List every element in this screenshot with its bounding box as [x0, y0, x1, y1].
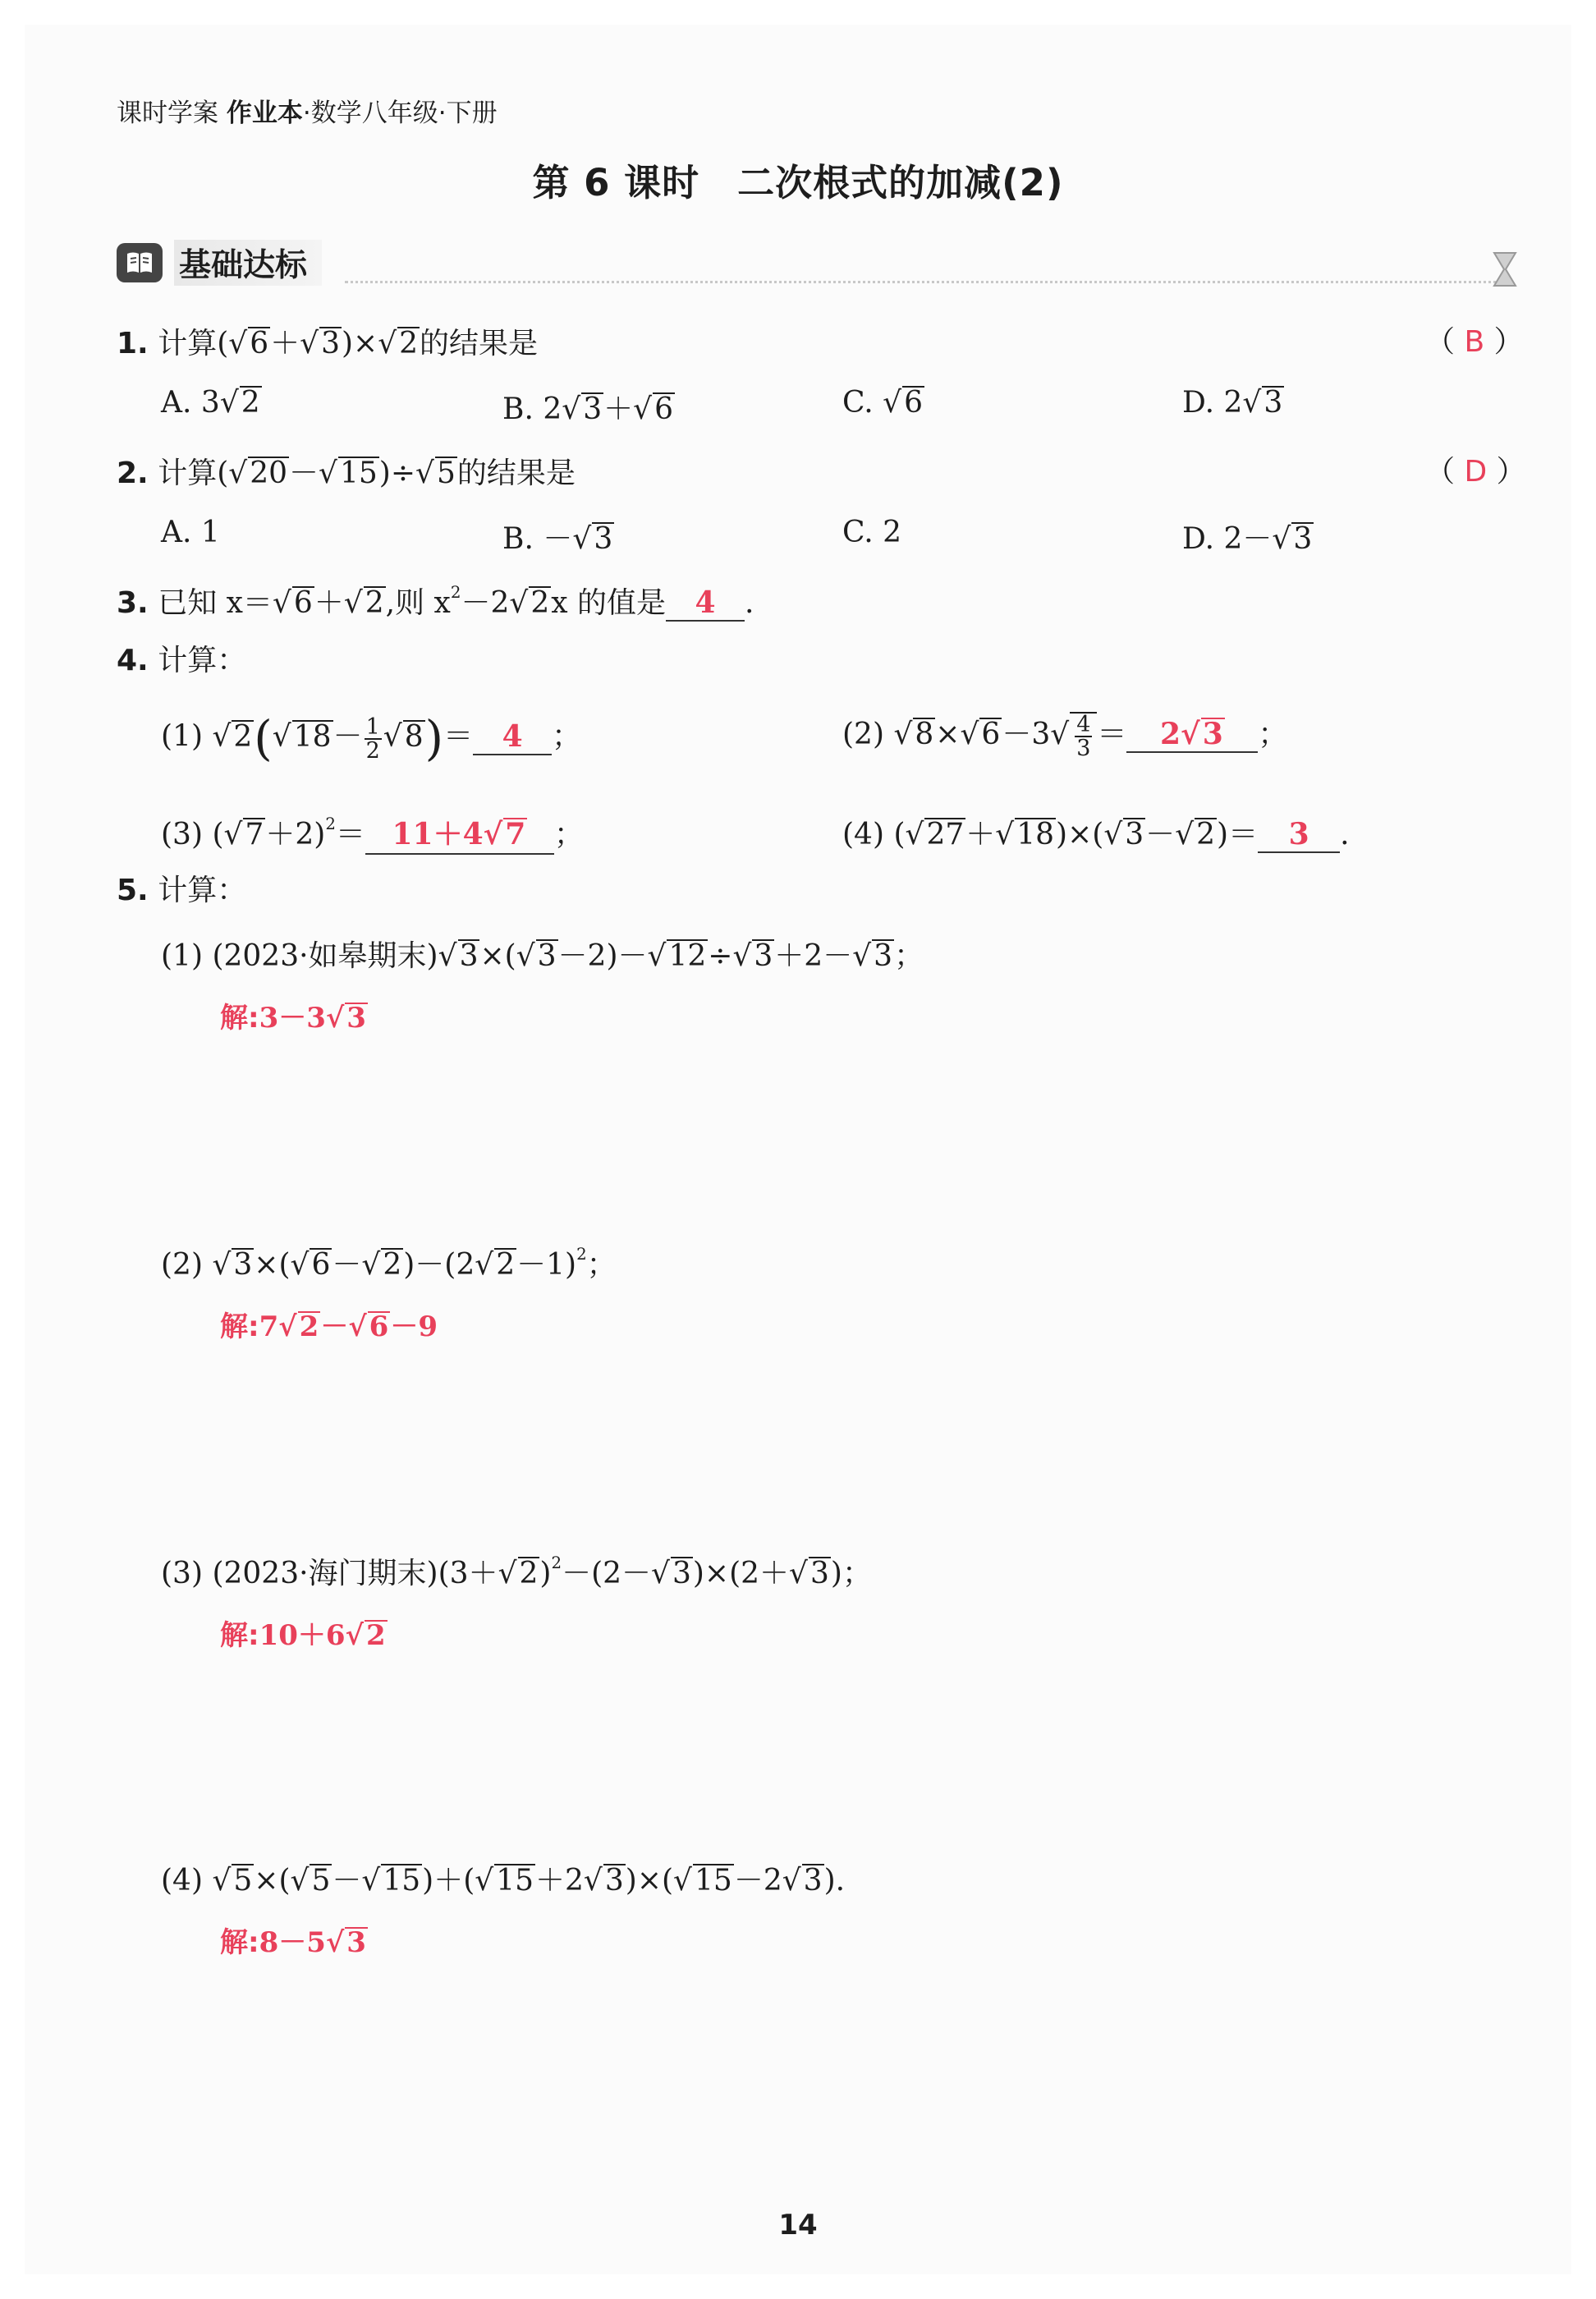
radicand: 7: [245, 818, 264, 851]
solution-label: 解:: [220, 1310, 259, 1343]
q3-answer-blank: 4: [666, 585, 745, 622]
part-label: (3): [161, 818, 203, 851]
q2-text: 的结果是: [456, 457, 576, 490]
radicand: 2: [365, 1619, 386, 1652]
part-text: ；: [586, 1248, 617, 1282]
q5-part-1: (1) (2023·如皋期末)√3×(√3－2)－√12÷√3＋2－√3；: [161, 939, 924, 973]
part-text: ×: [935, 718, 961, 751]
option-label: A.: [161, 386, 192, 420]
part-text: ；: [552, 719, 582, 754]
part-text: ＋2): [265, 818, 326, 851]
part-text: ): [539, 1557, 552, 1590]
solution-text: 3－3: [259, 1002, 326, 1035]
q2-option-c: [842, 516, 901, 549]
part-text: ＋2: [535, 1864, 584, 1897]
numerator: 1: [365, 714, 380, 740]
radicand: 3: [583, 392, 603, 426]
q2-option-a: [161, 516, 220, 549]
header-suffix: ·数学八年级·下册: [302, 99, 498, 128]
part-text: )＋(: [422, 1864, 475, 1897]
radicand: 15: [383, 1864, 421, 1897]
q1-text: )×: [341, 327, 378, 360]
option-text: 3: [200, 386, 220, 420]
book-icon: [117, 243, 163, 282]
part-label: (3): [161, 1557, 203, 1590]
part-text: －: [332, 1864, 362, 1897]
radicand: 3: [459, 939, 479, 973]
part-text: ＝: [335, 818, 365, 851]
q1-option-d: D. 2√3: [1182, 386, 1283, 420]
option-text: 2－: [1223, 522, 1273, 556]
solution-text: 8－5: [259, 1926, 326, 1959]
part-text: ＋: [965, 818, 996, 851]
question-2: 2. 计算(√20－√15)÷√5的结果是: [117, 457, 576, 490]
part-text: (3＋: [438, 1557, 498, 1590]
exponent: 2: [450, 583, 461, 603]
q1-option-c: C. √6: [842, 386, 924, 420]
section-title: 基础达标: [174, 240, 322, 286]
part-text: )×(2＋: [692, 1557, 790, 1590]
q3-text: .: [744, 586, 754, 620]
part-text: .: [1340, 818, 1350, 851]
q4-p4-answer-blank: 3: [1258, 817, 1340, 853]
question-number: 1.: [117, 327, 149, 360]
radicand: 2: [233, 719, 253, 754]
radicand: 20: [250, 457, 287, 490]
lesson-title: 第 6 课时 二次根式的加减(2): [532, 161, 1064, 204]
radicand: 6: [311, 1248, 331, 1282]
part-text: －3: [1002, 718, 1051, 751]
option-label: B.: [502, 522, 534, 556]
question-number: 4.: [117, 644, 149, 677]
radicand: 3: [810, 1557, 829, 1590]
part-text: (: [893, 818, 906, 851]
radicand: 3: [1264, 386, 1283, 420]
part-text: －: [332, 719, 363, 754]
answer-text: 2: [1159, 717, 1181, 751]
part-text: (: [212, 818, 224, 851]
q2-answer-bracket: （ D ）: [1425, 455, 1526, 489]
radicand: 3: [672, 1557, 691, 1590]
q5-p2-solution: 解:7√2－√6－9: [220, 1310, 438, 1343]
radicand: 15: [339, 457, 378, 490]
radicand: 18: [1016, 818, 1055, 851]
q2-answer: D: [1464, 455, 1488, 489]
question-number: 2.: [117, 457, 149, 490]
option-text: 2: [543, 392, 562, 426]
q1-text: ＋: [270, 327, 300, 360]
radicand: 2: [299, 1310, 319, 1343]
q1-text: 的结果是: [420, 327, 539, 360]
radicand: 7: [505, 817, 526, 851]
q4-part-2: (2) √8×√6－3√ $\frac{4}{3}$ ＝ 2√3 ；: [842, 712, 1288, 761]
answer-text: 11＋4: [392, 817, 484, 851]
radicand: 5: [233, 1864, 253, 1897]
part-text: )－(2: [403, 1248, 475, 1282]
radicand: 3: [537, 939, 557, 973]
source-note: (2023·海门期末): [212, 1557, 438, 1590]
option-text: 2: [883, 516, 902, 549]
part-text: ；: [1258, 718, 1288, 751]
q4-p3-answer-blank: 11＋4√7: [365, 811, 554, 855]
radicand: 6: [293, 586, 313, 620]
radicand: 3: [346, 1926, 366, 1959]
part-text: ÷: [708, 939, 733, 973]
radicand: 6: [981, 718, 1001, 751]
radicand: 3: [346, 1002, 366, 1035]
q5-label: 计算：: [158, 874, 247, 907]
radicand: 2: [519, 1557, 539, 1590]
part-text: －: [1145, 818, 1176, 851]
radicand: 27: [926, 818, 965, 851]
solution-label: 解:: [220, 1002, 259, 1035]
radicand: 3: [754, 939, 773, 973]
q1-text: 计算(: [158, 327, 229, 360]
q5-part-2: (2) $√3\times(√6-√2)-(2√2-1)^2$；: [161, 1245, 617, 1282]
radicand: 6: [654, 392, 673, 426]
part-text: ＋2－: [774, 939, 853, 973]
q5-part-3: (3) (2023·海门期末)$(3+√2)^2-(2-√3)\times(2+√3)$；: [161, 1553, 872, 1590]
solution-text: －9: [390, 1310, 438, 1343]
part-text: ；: [894, 939, 924, 973]
radicand: 3: [321, 327, 340, 360]
q3-text: 已知 x＝: [158, 586, 273, 620]
question-4: [117, 637, 246, 679]
part-text: ×(: [254, 1864, 291, 1897]
question-3: 3. 已知 x＝√6＋√2,则 $x^2-2√2x$ 的值是 4 .: [117, 583, 754, 620]
radicand: 2: [383, 1248, 402, 1282]
q3-text: －2: [461, 586, 510, 620]
q2-text: －: [289, 457, 319, 490]
question-1: 1. 计算(√6＋√3)×√2的结果是: [117, 327, 539, 360]
part-label: (4): [161, 1864, 203, 1897]
q1-option-a: A. 3√2: [161, 386, 260, 420]
option-label: C.: [842, 386, 874, 420]
part-text: )；: [830, 1557, 872, 1590]
option-label: D.: [1182, 522, 1215, 556]
q5-p1-solution: 解:3－3√3: [220, 1002, 366, 1035]
header-brand: 作业本: [226, 99, 303, 128]
option-label: B.: [502, 392, 534, 426]
q3-text: ,则 x: [385, 586, 451, 620]
option-label: A.: [161, 516, 192, 549]
radicand: 6: [904, 386, 924, 420]
part-label: (1): [161, 719, 203, 754]
option-text: 2: [1223, 386, 1243, 420]
part-label: (2): [161, 1248, 203, 1282]
part-text: －(2－: [562, 1557, 652, 1590]
radicand: 5: [311, 1864, 331, 1897]
radicand: 8: [915, 718, 934, 751]
q2-text: )÷: [378, 457, 415, 490]
question-5: [117, 867, 246, 909]
option-text: －: [543, 522, 573, 556]
radicand: 3: [594, 522, 613, 556]
part-label: (2): [842, 718, 884, 751]
fraction: [1075, 714, 1092, 759]
q5-p4-solution: 解:8－5√3: [220, 1926, 366, 1959]
solution-text: 7: [259, 1310, 279, 1343]
numerator: 4: [1076, 712, 1091, 737]
option-label: D.: [1182, 386, 1215, 420]
radicand: [1070, 712, 1097, 759]
radicand: 3: [604, 1864, 624, 1897]
radicand: 12: [668, 939, 707, 973]
q4-p1-answer-blank: 4: [473, 719, 552, 755]
q5-p3-solution: 解:10＋6√2: [220, 1619, 386, 1652]
q3-text: ＋: [314, 586, 344, 620]
q4-part-4: (4) (√27＋√18)×(√3－√2)＝ 3 .: [842, 817, 1350, 851]
denominator: 2: [365, 737, 380, 764]
question-number: 3.: [117, 586, 149, 620]
section-heading: [117, 240, 322, 286]
part-text: －2)－: [557, 939, 648, 973]
radicand: 2: [1196, 818, 1216, 851]
part-text: ；: [553, 818, 584, 851]
q4-part-3: (3) $(√7+2)^2= 11+4√7$ ；: [161, 811, 584, 855]
q2-option-d: D. 2－√3: [1182, 522, 1313, 556]
radicand: 15: [695, 1864, 732, 1897]
q5-part-4: (4) √5×(√5－√15)＋(√15＋2√3)×(√15－2√3).: [161, 1864, 846, 1897]
hourglass-icon: [1491, 250, 1519, 292]
book-header: [117, 92, 498, 129]
section-divider: [345, 281, 1502, 283]
radicand: 6: [369, 1310, 389, 1343]
part-label: (1): [161, 939, 203, 973]
part-text: ＝: [1097, 718, 1127, 751]
radicand: 3: [233, 1248, 253, 1282]
q4-label: 计算：: [158, 644, 247, 677]
radicand: 3: [803, 1864, 823, 1897]
solution-label: 解:: [220, 1926, 259, 1959]
solution-text: 10＋6: [259, 1619, 346, 1652]
exponent: 2: [576, 1245, 587, 1264]
radicand: 2: [399, 327, 419, 360]
header-prefix: 课时学案: [117, 99, 227, 128]
radicand: 15: [496, 1864, 534, 1897]
part-text: －1): [516, 1248, 577, 1282]
radicand: 3: [874, 939, 893, 973]
radicand: 6: [250, 327, 269, 360]
solution-text: －: [320, 1310, 349, 1343]
option-label: C.: [842, 516, 874, 549]
part-label: (4): [842, 818, 884, 851]
exponent: 2: [325, 815, 336, 834]
denominator: 3: [1076, 736, 1091, 761]
part-text: )×(: [1056, 818, 1104, 851]
radicand: 18: [293, 719, 332, 754]
q1-option-b: B. 2√3＋√6: [502, 392, 673, 426]
radicand: 2: [365, 586, 384, 620]
q2-text: 计算(: [158, 457, 229, 490]
source-note: (2023·如皋期末): [212, 939, 438, 973]
q4-p2-answer-blank: 2√3: [1126, 717, 1258, 753]
q4-part-1: (1) √2(√18－ $\frac{1}{2}$ √8)＝ 4 ；: [161, 711, 582, 766]
radicand: 2: [530, 586, 550, 620]
page-number: 14: [778, 2209, 818, 2242]
option-text: 1: [200, 516, 220, 549]
exponent: 2: [551, 1553, 562, 1573]
solution-label: 解:: [220, 1619, 259, 1652]
question-number: 5.: [117, 874, 149, 907]
radicand: 8: [404, 719, 424, 754]
q3-text: x 的值是: [551, 586, 666, 620]
part-text: )＝: [1217, 818, 1259, 851]
q2-option-b: B. －√3: [502, 522, 613, 556]
q1-answer: B: [1464, 325, 1485, 359]
radicand: 5: [436, 457, 456, 490]
radicand: 3: [1125, 818, 1144, 851]
radicand: 2: [496, 1248, 516, 1282]
part-text: )×(: [625, 1864, 674, 1897]
fraction: [365, 716, 382, 762]
radicand: 2: [241, 386, 260, 420]
part-text: ×(: [479, 939, 516, 973]
part-text: ＝: [443, 719, 474, 754]
part-text: ).: [823, 1864, 846, 1897]
q1-answer-bracket: （ B ）: [1425, 325, 1524, 359]
radicand: 3: [1202, 717, 1223, 751]
part-text: ×(: [254, 1248, 291, 1282]
part-text: －2: [733, 1864, 782, 1897]
radicand: 3: [1293, 522, 1313, 556]
part-text: －: [332, 1248, 362, 1282]
option-text: ＋: [603, 392, 634, 426]
